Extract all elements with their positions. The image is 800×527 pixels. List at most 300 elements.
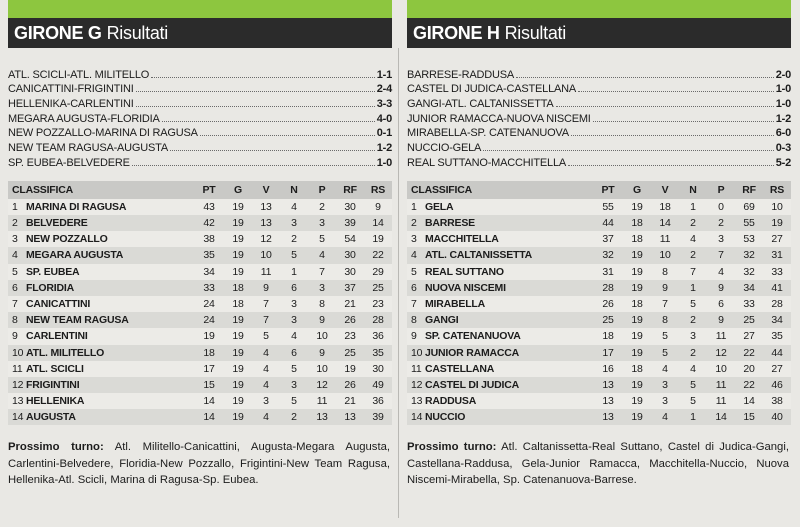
result-score: 3-3 <box>376 98 392 111</box>
position-number: 14 <box>411 411 423 424</box>
team-cell <box>8 231 194 247</box>
stat-p: 7 <box>319 265 325 278</box>
dot-leader <box>556 106 774 107</box>
stat-v: 4 <box>263 411 269 424</box>
stat-rf: 26 <box>344 314 356 327</box>
header-rf: RF <box>343 183 357 196</box>
stat-g: 19 <box>232 200 244 213</box>
stat-pt: 19 <box>203 330 215 343</box>
header-rf: RF <box>742 183 756 196</box>
results-list <box>8 66 392 169</box>
stat-rs: 36 <box>372 395 384 408</box>
stat-rf: 19 <box>344 362 356 375</box>
stat-n: 4 <box>690 362 696 375</box>
stat-rf: 69 <box>743 200 755 213</box>
table-row <box>407 328 791 344</box>
team-name: MIRABELLA <box>425 298 486 311</box>
stat-v: 3 <box>662 395 668 408</box>
stat-rs: 27 <box>771 233 783 246</box>
stat-p: 5 <box>319 233 325 246</box>
position-number: 11 <box>411 362 422 375</box>
result-match: NEW TEAM RAGUSA-AUGUSTA <box>8 142 169 155</box>
position-number: 2 <box>12 217 18 230</box>
header-g: G <box>234 183 242 196</box>
stat-rf: 22 <box>743 378 755 391</box>
stat-p: 14 <box>715 411 727 424</box>
table-row <box>8 345 392 361</box>
stat-pt: 15 <box>203 378 215 391</box>
next-round-text: Atl. Militello-Canicattini, Augusta-Megara Augusta, Carlentini-Belvedere, Floridia-New Pozzallo, Frigintini-New Team Ragusa, Hellenika-Atl. Scicli, Marina di Ragusa-Sp. Eubea. <box>8 441 391 487</box>
result-row <box>407 139 791 154</box>
stat-rs: 34 <box>771 314 783 327</box>
table-row <box>407 361 791 377</box>
stat-g: 18 <box>631 233 643 246</box>
table-row <box>8 264 392 280</box>
stat-g: 18 <box>631 362 643 375</box>
stat-p: 7 <box>718 249 724 262</box>
stat-pt: 18 <box>602 330 614 343</box>
team-cell <box>8 215 194 231</box>
header-rs: RS <box>769 183 785 196</box>
header-classifica: CLASSIFICA <box>411 183 473 196</box>
result-match: ATL. SCICLI-ATL. MILITELLO <box>8 68 150 81</box>
position-number: 4 <box>411 249 417 262</box>
team-name: CANICATTINI <box>26 298 91 311</box>
stat-rf: 30 <box>344 265 356 278</box>
stat-v: 3 <box>263 395 269 408</box>
group-label: GIRONE G <box>14 22 102 43</box>
stat-g: 19 <box>232 233 244 246</box>
stat-p: 10 <box>316 330 328 343</box>
team-cell <box>407 247 593 263</box>
standings-header-row <box>407 181 791 199</box>
stat-v: 4 <box>263 346 269 359</box>
stat-pt: 24 <box>203 298 215 311</box>
stat-g: 19 <box>232 346 244 359</box>
stat-rf: 30 <box>344 249 356 262</box>
team-name: NEW POZZALLO <box>26 233 108 246</box>
stat-p: 12 <box>316 378 328 391</box>
dot-leader <box>516 77 774 78</box>
header-rs: RS <box>370 183 386 196</box>
result-score: 1-2 <box>376 142 392 155</box>
table-row <box>407 280 791 296</box>
position-number: 1 <box>411 200 417 213</box>
stat-pt: 17 <box>602 346 614 359</box>
team-name: FLORIDIA <box>26 281 74 294</box>
stat-v: 3 <box>662 378 668 391</box>
stat-pt: 16 <box>602 362 614 375</box>
team-cell <box>407 409 593 425</box>
table-row <box>8 393 392 409</box>
team-name: NEW TEAM RAGUSA <box>26 314 129 327</box>
stat-g: 19 <box>232 411 244 424</box>
stat-v: 13 <box>260 200 272 213</box>
position-number: 1 <box>12 200 18 213</box>
stat-n: 3 <box>291 378 297 391</box>
stat-g: 18 <box>232 281 244 294</box>
team-cell <box>407 377 593 393</box>
team-name: CARLENTINI <box>26 330 88 343</box>
position-number: 9 <box>411 330 417 343</box>
stat-rs: 39 <box>372 411 384 424</box>
team-cell <box>8 296 194 312</box>
table-row <box>8 199 392 215</box>
team-cell <box>407 264 593 280</box>
result-match: BARRESE-RADDUSA <box>407 68 515 81</box>
stat-g: 18 <box>631 217 643 230</box>
result-match: NEW POZZALLO-MARINA DI RAGUSA <box>8 127 198 140</box>
stat-g: 19 <box>631 314 643 327</box>
dot-leader <box>200 135 375 136</box>
result-score: 4-0 <box>376 112 392 125</box>
stat-v: 7 <box>263 314 269 327</box>
team-cell <box>8 377 194 393</box>
result-match: JUNIOR RAMACCA-NUOVA NISCEMI <box>407 112 591 125</box>
table-row <box>8 377 392 393</box>
stat-n: 3 <box>291 314 297 327</box>
stat-pt: 34 <box>203 265 215 278</box>
dot-leader <box>136 106 375 107</box>
table-row <box>407 296 791 312</box>
header-n: N <box>290 183 298 196</box>
result-score: 1-1 <box>376 68 392 81</box>
stat-g: 19 <box>232 265 244 278</box>
stat-rf: 54 <box>344 233 356 246</box>
position-number: 10 <box>411 346 423 359</box>
stat-g: 19 <box>631 411 643 424</box>
stat-rs: 23 <box>372 298 384 311</box>
stat-pt: 42 <box>203 217 215 230</box>
result-score: 1-2 <box>775 112 791 125</box>
stat-n: 2 <box>690 314 696 327</box>
stat-rs: 28 <box>771 298 783 311</box>
stat-rf: 32 <box>743 265 755 278</box>
girone-h-column <box>407 0 791 489</box>
stat-n: 5 <box>690 298 696 311</box>
stat-pt: 14 <box>203 411 215 424</box>
team-cell <box>8 393 194 409</box>
stat-rs: 27 <box>771 362 783 375</box>
dot-leader <box>151 77 375 78</box>
stat-n: 3 <box>690 330 696 343</box>
stat-n: 3 <box>291 217 297 230</box>
stat-pt: 33 <box>203 281 215 294</box>
stat-v: 7 <box>263 298 269 311</box>
team-cell <box>407 215 593 231</box>
next-round-label: Prossimo turno: <box>8 441 104 454</box>
result-score: 0-1 <box>376 127 392 140</box>
team-cell <box>407 328 593 344</box>
stat-v: 4 <box>263 362 269 375</box>
stat-n: 1 <box>690 281 696 294</box>
stat-g: 19 <box>232 378 244 391</box>
result-match: REAL SUTTANO-MACCHITELLA <box>407 156 567 169</box>
table-row <box>8 231 392 247</box>
dot-leader <box>136 91 375 92</box>
team-name: FRIGINTINI <box>26 378 80 391</box>
table-row <box>407 247 791 263</box>
stat-p: 3 <box>319 217 325 230</box>
stat-p: 3 <box>718 233 724 246</box>
stat-rs: 10 <box>771 200 783 213</box>
next-round <box>407 439 791 489</box>
dot-leader <box>483 150 773 151</box>
stat-v: 5 <box>263 330 269 343</box>
team-name: NUCCIO <box>425 411 466 424</box>
section-subtitle: Risultati <box>106 22 168 43</box>
team-cell <box>407 361 593 377</box>
table-row <box>8 280 392 296</box>
stat-pt: 13 <box>602 411 614 424</box>
stat-g: 19 <box>631 200 643 213</box>
stat-g: 19 <box>631 395 643 408</box>
results-list <box>407 66 791 169</box>
stat-rs: 38 <box>771 395 783 408</box>
stat-p: 10 <box>316 362 328 375</box>
stat-pt: 14 <box>203 395 215 408</box>
team-name: JUNIOR RAMACCA <box>425 346 520 359</box>
stat-rf: 53 <box>743 233 755 246</box>
table-row <box>407 231 791 247</box>
stat-rs: 31 <box>771 249 783 262</box>
team-name: MEGARA AUGUSTA <box>26 249 124 262</box>
dot-leader <box>170 150 375 151</box>
team-cell <box>8 247 194 263</box>
stat-rf: 21 <box>344 395 356 408</box>
result-row <box>8 95 392 110</box>
position-number: 3 <box>411 233 417 246</box>
position-number: 12 <box>12 378 24 391</box>
stat-p: 11 <box>715 395 727 408</box>
header-g: G <box>633 183 641 196</box>
table-row <box>407 264 791 280</box>
position-number: 5 <box>12 265 18 278</box>
position-number: 9 <box>12 330 18 343</box>
result-match: NUCCIO-GELA <box>407 142 482 155</box>
result-row <box>8 154 392 169</box>
next-round-text: Atl. Caltanissetta-Real Suttano, Castel di Judica-Gangi, Castellana-Raddusa, Gela-Junior Ramacca, Macchitella-Nuccio, Nuova Niscemi-Mirabella, Sp. Catenanuova-Barrese. <box>407 441 789 487</box>
stat-rf: 34 <box>743 281 755 294</box>
stat-n: 4 <box>690 233 696 246</box>
stat-rs: 36 <box>372 330 384 343</box>
stat-pt: 37 <box>602 233 614 246</box>
stat-n: 6 <box>291 346 297 359</box>
position-number: 8 <box>12 314 18 327</box>
position-number: 6 <box>12 281 18 294</box>
green-accent-bar <box>407 0 791 18</box>
stat-rs: 40 <box>771 411 783 424</box>
section-header <box>407 18 791 48</box>
stat-pt: 13 <box>602 395 614 408</box>
stat-v: 13 <box>260 217 272 230</box>
result-score: 2-0 <box>775 68 791 81</box>
result-row <box>407 66 791 81</box>
stat-g: 19 <box>232 395 244 408</box>
team-name: BARRESE <box>425 217 475 230</box>
table-row <box>8 409 392 425</box>
stat-p: 2 <box>718 217 724 230</box>
team-name: AUGUSTA <box>26 411 76 424</box>
stat-g: 19 <box>631 330 643 343</box>
team-cell <box>407 280 593 296</box>
stat-n: 1 <box>690 200 696 213</box>
stat-rs: 33 <box>771 265 783 278</box>
stat-rf: 23 <box>344 330 356 343</box>
team-name: MACCHITELLA <box>425 233 499 246</box>
stat-rf: 55 <box>743 217 755 230</box>
stat-p: 12 <box>715 346 727 359</box>
result-row <box>407 154 791 169</box>
result-score: 0-3 <box>775 142 791 155</box>
team-cell <box>407 393 593 409</box>
stat-v: 4 <box>263 378 269 391</box>
stat-n: 5 <box>690 395 696 408</box>
stat-p: 8 <box>319 298 325 311</box>
result-match: CANICATTINI-FRIGINTINI <box>8 83 134 96</box>
team-cell <box>8 264 194 280</box>
stat-rf: 32 <box>743 249 755 262</box>
team-cell <box>407 296 593 312</box>
result-score: 1-0 <box>775 83 791 96</box>
stat-p: 0 <box>718 200 724 213</box>
team-name: GANGI <box>425 314 459 327</box>
position-number: 13 <box>411 395 423 408</box>
stat-v: 8 <box>662 265 668 278</box>
team-name: CASTELLANA <box>425 362 495 375</box>
position-number: 7 <box>411 298 417 311</box>
stat-g: 18 <box>631 298 643 311</box>
stat-v: 7 <box>662 298 668 311</box>
section-header <box>8 18 392 48</box>
stat-g: 19 <box>631 249 643 262</box>
stat-rs: 35 <box>771 330 783 343</box>
dot-leader <box>593 121 774 122</box>
team-name: ATL. SCICLI <box>26 362 84 375</box>
position-number: 8 <box>411 314 417 327</box>
header-classifica: CLASSIFICA <box>12 183 74 196</box>
dot-leader <box>568 165 774 166</box>
result-match: GANGI-ATL. CALTANISSETTA <box>407 98 554 111</box>
stat-rs: 14 <box>372 217 384 230</box>
girone-g-column <box>8 0 392 489</box>
stat-rf: 25 <box>743 314 755 327</box>
stat-pt: 17 <box>203 362 215 375</box>
result-score: 6-0 <box>775 127 791 140</box>
stat-pt: 44 <box>602 217 614 230</box>
stat-p: 11 <box>316 395 328 408</box>
result-row <box>8 110 392 125</box>
stat-n: 2 <box>690 346 696 359</box>
stat-p: 11 <box>715 330 727 343</box>
dot-leader <box>162 121 375 122</box>
position-number: 6 <box>411 281 417 294</box>
team-name: REAL SUTTANO <box>425 265 504 278</box>
team-name: HELLENIKA <box>26 395 85 408</box>
stat-rs: 29 <box>372 265 384 278</box>
table-row <box>407 215 791 231</box>
stat-rs: 19 <box>372 233 384 246</box>
stat-rs: 46 <box>771 378 783 391</box>
team-name: CASTEL DI JUDICA <box>425 378 520 391</box>
stat-p: 2 <box>319 200 325 213</box>
result-row <box>8 81 392 96</box>
team-cell <box>8 199 194 215</box>
table-row <box>8 296 392 312</box>
result-match: MEGARA AUGUSTA-FLORIDIA <box>8 112 160 125</box>
stat-rf: 27 <box>743 330 755 343</box>
table-row <box>8 215 392 231</box>
stat-p: 4 <box>319 249 325 262</box>
team-cell <box>8 312 194 328</box>
standings-table <box>407 181 791 426</box>
stat-rf: 21 <box>344 298 356 311</box>
standings-table <box>8 181 392 426</box>
result-row <box>407 81 791 96</box>
stat-v: 5 <box>662 346 668 359</box>
stat-pt: 13 <box>602 378 614 391</box>
stat-rs: 25 <box>372 281 384 294</box>
team-cell <box>407 231 593 247</box>
stat-p: 10 <box>715 362 727 375</box>
standings-header-row <box>8 181 392 199</box>
stat-pt: 26 <box>602 298 614 311</box>
stat-n: 2 <box>291 233 297 246</box>
position-number: 5 <box>411 265 417 278</box>
header-pt: PT <box>601 183 615 196</box>
result-row <box>407 95 791 110</box>
stat-n: 3 <box>291 298 297 311</box>
stat-rf: 14 <box>743 395 755 408</box>
dot-leader <box>132 165 375 166</box>
stat-p: 11 <box>715 378 727 391</box>
stat-rs: 9 <box>375 200 381 213</box>
stat-p: 4 <box>718 265 724 278</box>
stat-v: 14 <box>659 217 671 230</box>
result-row <box>8 66 392 81</box>
stat-v: 5 <box>662 330 668 343</box>
stat-p: 9 <box>718 314 724 327</box>
position-number: 10 <box>12 346 24 359</box>
result-score: 2-4 <box>376 83 392 96</box>
result-match: CASTEL DI JUDICA-CASTELLANA <box>407 83 577 96</box>
dot-leader <box>571 135 774 136</box>
stat-n: 1 <box>690 411 696 424</box>
stat-g: 19 <box>232 249 244 262</box>
stat-pt: 18 <box>203 346 215 359</box>
team-name: NUOVA NISCEMI <box>425 281 506 294</box>
stat-g: 19 <box>631 265 643 278</box>
stat-rs: 30 <box>372 362 384 375</box>
stat-p: 13 <box>316 411 328 424</box>
stat-n: 2 <box>690 217 696 230</box>
team-name: GELA <box>425 200 454 213</box>
team-cell <box>8 409 194 425</box>
stat-v: 18 <box>659 200 671 213</box>
result-match: MIRABELLA-SP. CATENANUOVA <box>407 127 569 140</box>
stat-pt: 35 <box>203 249 215 262</box>
stat-rs: 35 <box>372 346 384 359</box>
header-v: V <box>661 183 669 196</box>
section-subtitle: Risultati <box>504 22 566 43</box>
stat-pt: 25 <box>602 314 614 327</box>
stat-p: 6 <box>718 298 724 311</box>
stat-v: 11 <box>260 265 272 278</box>
stat-g: 19 <box>232 314 244 327</box>
stat-g: 19 <box>232 362 244 375</box>
header-n: N <box>689 183 697 196</box>
header-pt: PT <box>202 183 216 196</box>
